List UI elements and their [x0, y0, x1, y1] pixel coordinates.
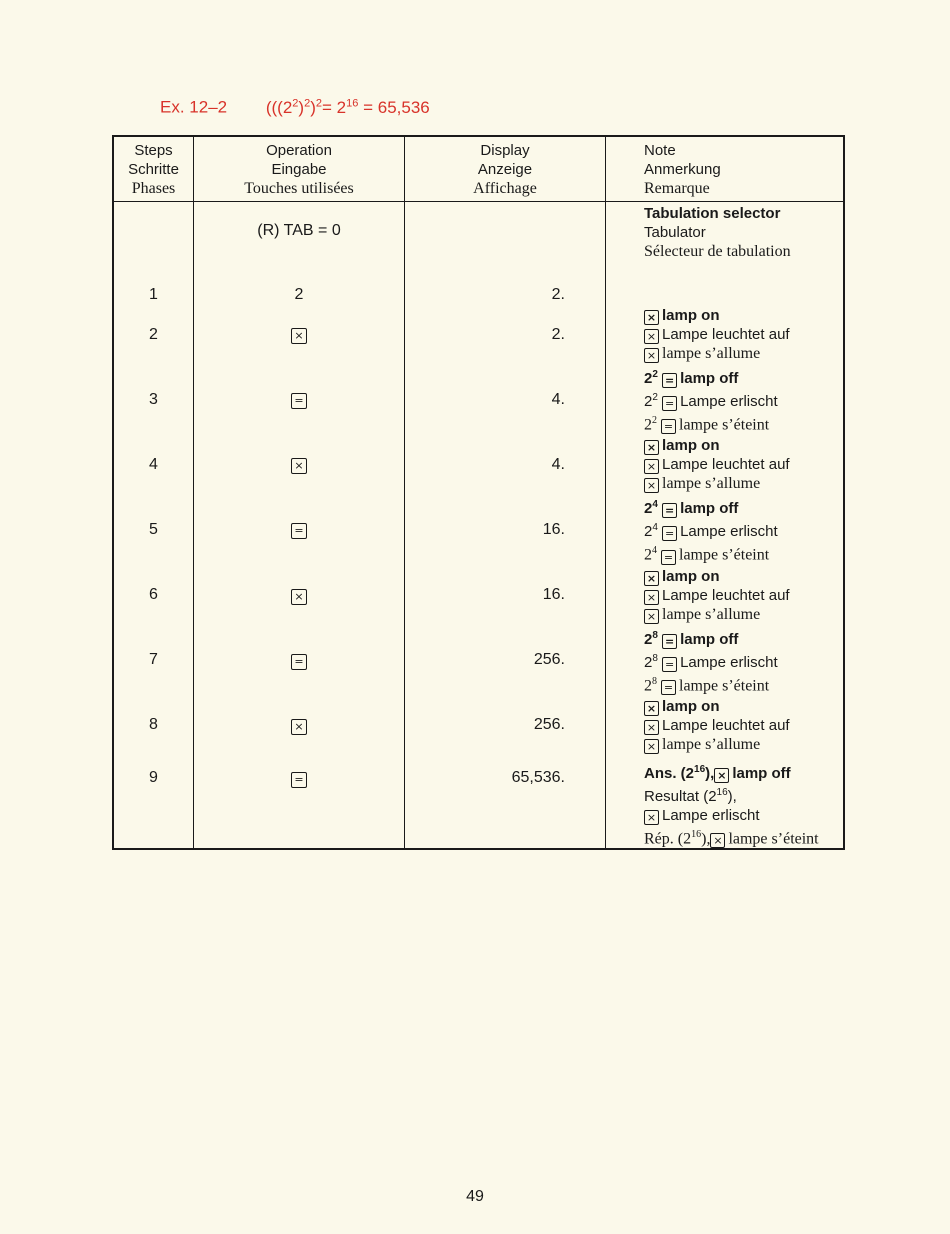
note-line: $2^8$ = lamp off	[644, 629, 739, 648]
calculator-key-icon: =	[661, 680, 676, 695]
step-display: 2.	[405, 286, 606, 304]
power-base: 2	[644, 416, 652, 434]
calculator-key-icon: =	[662, 526, 677, 541]
calculator-key-icon: ×	[644, 440, 659, 455]
calculator-key-icon: =	[291, 654, 307, 670]
calculator-key-icon: =	[661, 550, 676, 565]
note-line: Resultat $(2^{16})$,	[644, 786, 737, 805]
example-label: Ex. 12–2	[160, 97, 228, 117]
note-line: × lamp on	[644, 306, 843, 325]
example-expression: ($((2^2)^2)^2= 2^{16} = 65,536$	[265, 97, 430, 117]
power-exponent: 8	[652, 675, 657, 687]
step-operation	[194, 304, 405, 365]
table-row	[113, 756, 844, 849]
note-line: × Lampe erlischt	[644, 806, 843, 825]
power-exponent: 2	[652, 415, 657, 426]
calculator-key-icon: ×	[644, 720, 659, 735]
table-row	[113, 695, 844, 756]
step-operation	[194, 756, 405, 849]
power-base: 2	[644, 370, 653, 387]
calculator-key-icon: ×	[644, 459, 659, 474]
calculator-key-icon: =	[291, 393, 307, 409]
calculator-key-icon: ×	[644, 810, 659, 825]
step-operation	[194, 565, 405, 626]
note-line: $2^2$ = lampe s’éteint	[644, 415, 770, 434]
step-number: 2	[113, 304, 194, 365]
calculator-key-icon: ×	[291, 719, 307, 735]
note-line: Rép. $(2^{16})$, × lampe s’éteint	[644, 828, 819, 848]
tab-note: Tabulation selector Tabulator Sélecteur de tabulation	[606, 202, 845, 287]
step-note	[606, 756, 845, 849]
header-steps: Steps Schritte Phases	[113, 136, 194, 202]
step-note	[606, 434, 845, 495]
note-line: $2^4$ = lampe s’éteint	[644, 545, 770, 564]
table-row	[113, 434, 844, 495]
power-exponent: 4	[652, 522, 658, 534]
calculator-key-icon: ×	[644, 739, 659, 754]
step-note	[606, 286, 845, 304]
power-exponent: 2	[652, 369, 658, 380]
note-line: Ans. $(2^{16})$, × lamp off	[644, 763, 791, 782]
note-line: × lamp on	[644, 697, 843, 716]
note-line: × Lampe leuchtet auf	[644, 586, 843, 605]
calculator-key-icon: ×	[644, 571, 659, 586]
step-number: 3	[113, 365, 194, 434]
header-note: Note Anmerkung Remarque	[606, 136, 845, 202]
step-note	[606, 304, 845, 365]
example-title	[160, 97, 430, 118]
calculator-key-icon: =	[662, 657, 677, 672]
note-line: × lampe s’allume	[644, 605, 843, 624]
calculator-key-icon: ×	[714, 768, 729, 783]
step-display: 65,536.	[405, 756, 606, 849]
note-line: $2^4$ = Lampe erlischt	[644, 522, 778, 541]
step-number: 1	[113, 286, 194, 304]
step-note	[606, 495, 845, 564]
power-base: 2	[644, 630, 653, 648]
table-header-row	[113, 136, 844, 202]
calculator-key-icon: =	[291, 523, 307, 539]
note-line: $2^2$ = Lampe erlischt	[644, 392, 778, 410]
calculator-key-icon: ×	[291, 328, 307, 344]
header-operation: Operation Eingabe Touches utilisées	[194, 136, 405, 202]
note-line: $2^8$ = Lampe erlischt	[644, 652, 778, 671]
calculator-key-icon: ×	[644, 329, 659, 344]
step-display: 4.	[405, 365, 606, 434]
power-exponent: 8	[652, 652, 658, 664]
note-line: $2^4$ = lamp off	[644, 499, 739, 518]
steps-table	[112, 135, 845, 850]
calculator-key-icon: =	[291, 772, 307, 788]
step-number: 5	[113, 495, 194, 564]
table-row	[113, 626, 844, 695]
power-base: 2	[644, 546, 652, 564]
note-line: × Lampe leuchtet auf	[644, 716, 843, 735]
step-operation	[194, 695, 405, 756]
page-number: 49	[466, 1188, 484, 1205]
step-operation	[194, 495, 405, 564]
table-row	[113, 286, 844, 304]
power-base: 2	[644, 653, 653, 671]
step-display: 256.	[405, 626, 606, 695]
calculator-key-icon: ×	[644, 609, 659, 624]
step-note	[606, 565, 845, 626]
table-row	[113, 565, 844, 626]
step-operation	[194, 434, 405, 495]
note-line: $2^8$ = lampe s’éteint	[644, 675, 770, 694]
step-number: 6	[113, 565, 194, 626]
header-display: Display Anzeige Affichage	[405, 136, 606, 202]
calculator-key-icon: =	[661, 419, 676, 434]
step-number: 8	[113, 695, 194, 756]
step-display: 16.	[405, 565, 606, 626]
calculator-key-icon: ×	[291, 589, 307, 605]
step-display: 4.	[405, 434, 606, 495]
power-exponent: 2	[652, 392, 658, 403]
note-line: × lamp on	[644, 567, 843, 586]
step-operation	[194, 365, 405, 434]
note-line: × Lampe leuchtet auf	[644, 455, 843, 474]
tab-operation: (R) TAB = 0	[194, 202, 405, 287]
power-exponent: 4	[652, 499, 658, 511]
calculator-key-icon: ×	[644, 310, 659, 325]
table-row	[113, 202, 844, 287]
step-note	[606, 365, 845, 434]
table-row	[113, 495, 844, 564]
calculator-key-icon: ×	[644, 701, 659, 716]
power-exponent: 4	[652, 545, 657, 557]
note-line: × lampe s’allume	[644, 735, 843, 754]
calculator-key-icon: =	[662, 396, 677, 411]
step-note	[606, 695, 845, 756]
step-note	[606, 626, 845, 695]
table-row	[113, 365, 844, 434]
calculator-key-icon: =	[662, 373, 677, 388]
note-line: × lampe s’allume	[644, 344, 843, 363]
calculator-key-icon: ×	[644, 590, 659, 605]
step-display: 16.	[405, 495, 606, 564]
note-line: × lampe s’allume	[644, 474, 843, 493]
step-number: 4	[113, 434, 194, 495]
power-base: 2	[644, 500, 653, 518]
calculator-key-icon: =	[662, 503, 677, 518]
calculator-key-icon: ×	[710, 833, 725, 848]
note-line: × lamp on	[644, 436, 843, 455]
step-operation	[194, 626, 405, 695]
power-exponent: 8	[652, 629, 658, 641]
calculator-key-icon: =	[662, 634, 677, 649]
note-line: $2^2$ = lamp off	[644, 369, 739, 387]
step-number: 9	[113, 756, 194, 849]
calculator-key-icon: ×	[644, 478, 659, 493]
power-base: 2	[644, 393, 653, 410]
calculator-key-icon: ×	[291, 458, 307, 474]
step-display: 256.	[405, 695, 606, 756]
power-base: 2	[644, 523, 653, 541]
step-number: 7	[113, 626, 194, 695]
power-base: 2	[644, 676, 652, 694]
table-row	[113, 304, 844, 365]
step-display: 2.	[405, 304, 606, 365]
calculator-key-icon: ×	[644, 348, 659, 363]
note-line: × Lampe leuchtet auf	[644, 325, 843, 344]
step-operation: 2	[194, 286, 405, 304]
